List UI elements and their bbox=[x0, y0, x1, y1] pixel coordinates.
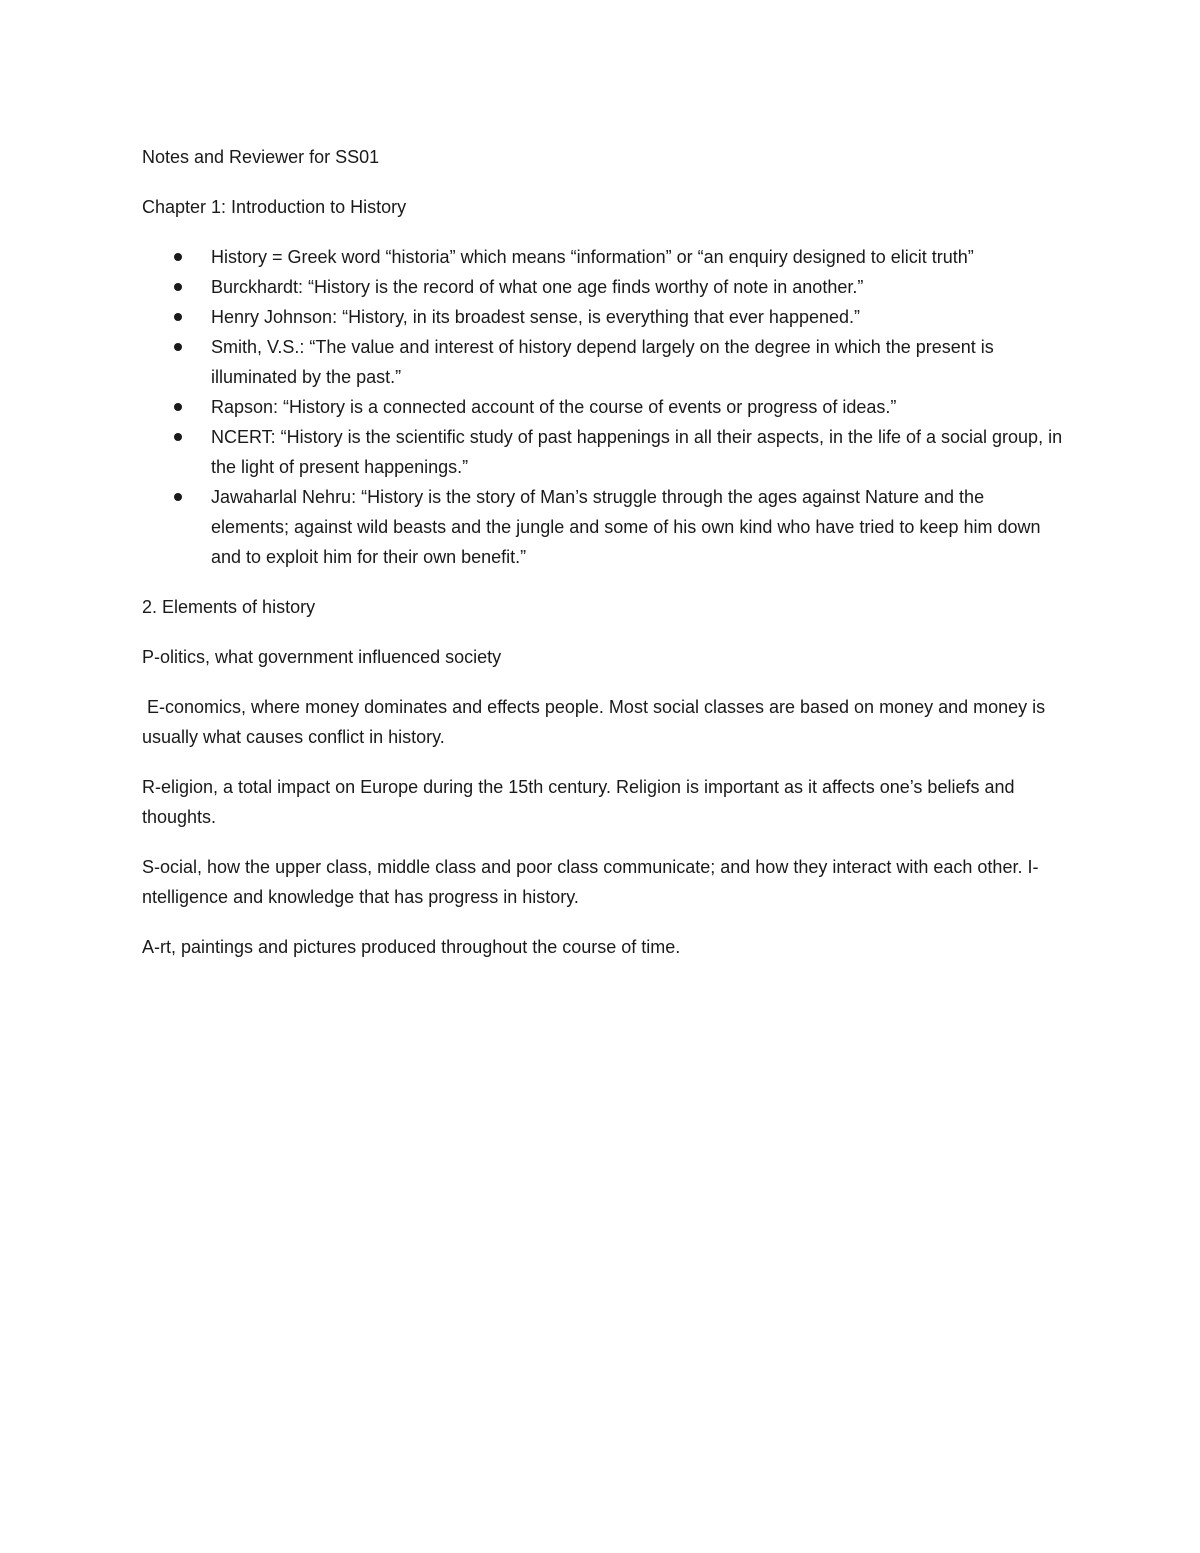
list-item-text: Rapson: “History is a connected account of the course of events or progress of ideas.” bbox=[211, 397, 897, 417]
bullet-icon bbox=[174, 433, 182, 441]
chapter-heading: Chapter 1: Introduction to History bbox=[142, 197, 407, 217]
list-item-text: Burckhardt: “History is the record of what one age finds worthy of note in another.” bbox=[211, 277, 864, 297]
paragraph-politics: P-olitics, what government influenced society bbox=[142, 647, 502, 667]
list-item bbox=[142, 272, 1067, 302]
list-item-text: Henry Johnson: “History, in its broadest sense, is everything that ever happened.” bbox=[211, 307, 861, 327]
bullet-icon bbox=[174, 493, 182, 501]
paragraph-economics: E-conomics, where money dominates and effects people. Most social classes are based on money and money is usually what causes conflict in history. bbox=[142, 697, 1051, 747]
list-item-text: Smith, V.S.: “The value and interest of history depend largely on the degree in which the present is illuminated by the past.” bbox=[211, 337, 994, 387]
list-item bbox=[142, 242, 1067, 272]
list-item bbox=[142, 302, 1067, 332]
bullet-icon bbox=[174, 343, 182, 351]
list-item bbox=[142, 482, 1067, 572]
paragraph-religion: R-eligion, a total impact on Europe during the 15th century. Religion is important as it affects one’s beliefs and thoughts. bbox=[142, 777, 1020, 827]
list-item-text: NCERT: “History is the scientific study of past happenings in all their aspects, in the life of a social group, in the light of present happenings.” bbox=[211, 427, 1063, 477]
paragraph-art: A-rt, paintings and pictures produced throughout the course of time. bbox=[142, 937, 681, 957]
list-item-text: Jawaharlal Nehru: “History is the story of Man’s struggle through the ages against Nature and the elements; against wild beasts and the jungle and some of his own kind who have tried to keep him down and to exploit him for their own benefit.” bbox=[211, 487, 1041, 567]
section-heading: 2. Elements of history bbox=[142, 597, 316, 617]
paragraph-social: S-ocial, how the upper class, middle class and poor class communicate; and how they interact with each other. I- ntelligence and knowledge that has progress in history. bbox=[142, 857, 1044, 907]
bullet-icon bbox=[174, 313, 182, 321]
bullet-icon bbox=[174, 403, 182, 411]
document-title: Notes and Reviewer for SS01 bbox=[142, 147, 380, 167]
document-body bbox=[142, 142, 1067, 982]
bullet-icon bbox=[174, 253, 182, 261]
list-item bbox=[142, 392, 1067, 422]
definitions-list bbox=[142, 242, 1067, 572]
list-item bbox=[142, 422, 1067, 482]
list-item-text: History = Greek word “historia” which means “information” or “an enquiry designed to elicit truth” bbox=[211, 247, 974, 267]
bullet-icon bbox=[174, 283, 182, 291]
list-item bbox=[142, 332, 1067, 392]
